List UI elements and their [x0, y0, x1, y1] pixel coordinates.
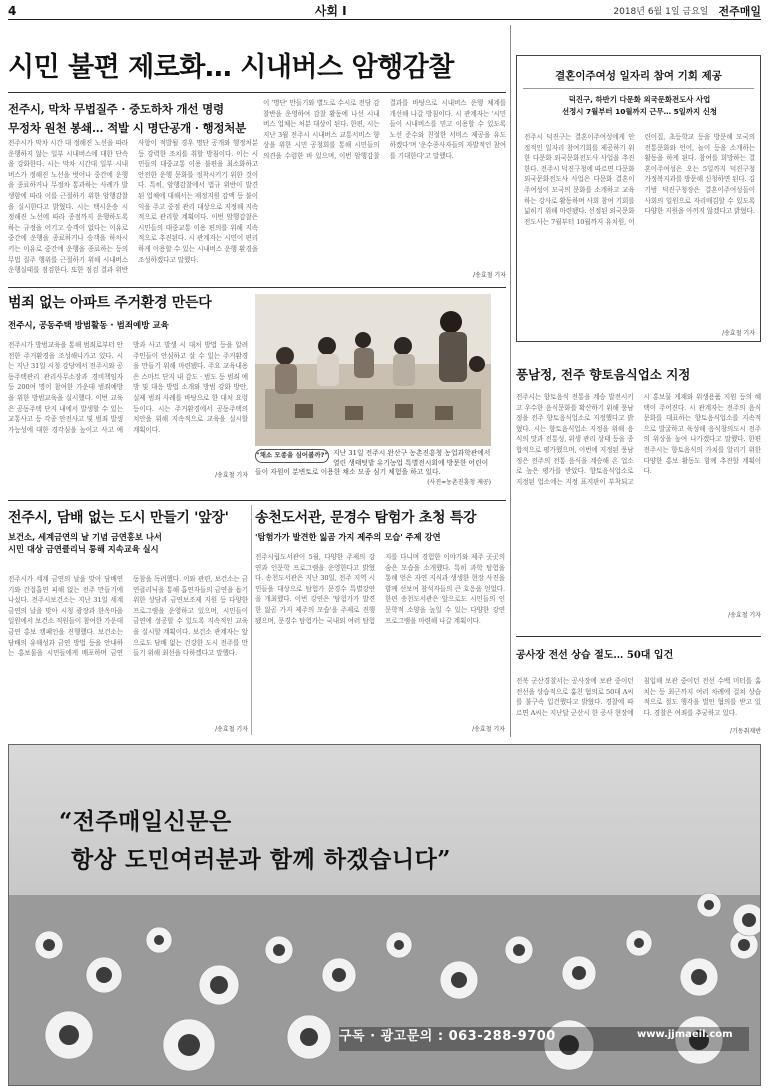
article6-body-wrap — [524, 132, 755, 340]
article3-byline: /송효철 기자 — [215, 726, 248, 733]
divider — [8, 500, 506, 501]
article8-byline: /기동취재반 — [729, 728, 761, 735]
children-planting-photo — [255, 294, 491, 446]
photo-caption-block — [255, 449, 491, 487]
article6-sub1: 덕진구, 하반기 다문화 외국문화전도사 사업 — [568, 95, 711, 104]
article6-body: 전주시 덕진구는 결혼이주여성에게 안정적인 일자리 참여기회를 제공하기 위한 다문화 외국문화전도사 사업을 추진한다. 전주시 덕진구청에 따르면 다문화 외국문화전도사 사업은 다문화 결혼이주여성이 모국의 문화를 소개하고 교육하는 강사로 활동하며 사회 참여 기회를 넓히기 위해 마련됐다. 선정된 외국문화전도사는 7월부터 10월까지 유치원, 어린이집, 초등학교 등을 방문해 모국의 전통문화와 언어, 놀이 등을 소개하는 활동을 하게 된다. 참여를 희망하는 결혼이주여성은 오는 5일까지 덕진구청 가정복지과를 방문해 신청하면 된다. 김기범 덕진구청장은 결혼이주여성들이 사회의 일원으로 자리매김할 수 있도록 다양한 지원을 아끼지 않겠다고 밝혔다. — [524, 133, 755, 226]
issue-date: 2018년 6월 1일 금요일 — [613, 7, 709, 17]
article4-body-wrap — [255, 552, 505, 736]
article3-body-wrap — [8, 574, 248, 736]
article6-subheadings — [521, 94, 758, 118]
ad-url: www.jjmaeil.com — [637, 1029, 733, 1040]
article8-headline: 공사장 전선 상습 절도… 50대 입건 — [516, 650, 674, 661]
article7-body-wrap — [516, 392, 761, 622]
article7-byline: /송효철 기자 — [728, 612, 761, 619]
article5-wrap — [263, 98, 506, 282]
article6-byline: /송효철 기자 — [722, 330, 755, 337]
article8-body-wrap — [516, 676, 761, 736]
divider — [516, 636, 761, 637]
article3-subheadings — [8, 531, 248, 555]
article7-headline: 풍남정, 전주 향토음식업소 지정 — [516, 367, 691, 382]
ad-slogan-line1: “전주매일신문은 — [59, 808, 232, 835]
paper-name: 전주매일 — [718, 4, 761, 18]
article3-sub2: 시민 대상 금연클리닉 통해 지속교육 실시 — [8, 544, 159, 554]
page-number: 4 — [8, 3, 17, 18]
article1-body: 전주시가 막차 시간 대 정해진 노선을 따라 운행하지 않는 일부 시내버스에 대한 단속을 강화한다. 시는 막차 시간대 일부 시내버스가 정해진 노선을 벗어나 중간에 운행을 종료하거나 무정차 통과하는 사례가 발생함에 따라 이를 근절하기 위한 암행감찰을 실시한다고 밝혔다. 시는 택시운송 시 정해진 노선에 따라 종점까지 운행하도록 하는 규정을 어기고 승객이 없다는 이유로 중간에 운행을 종료하거나 승객을 하차시키는 이유로 중간에 운행을 종료하는 등의 무법 질주 행위를 근절하기 위해 시내버스 운행실태를 점검한다. 또한 점검 결과 위반 사항이 적발될 경우 명단 공개와 행정처분 등 강력한 조치를 취할 방침이다. 이는 시민들의 대중교통 이용 불편을 최소화하고 안전한 운행 문화를 정착시키기 위한 것이다. 특히, 암행감찰에서 법규 위반이 발견된 업체에 대해서는 재정지원 감액 등 불이익을 주고 중점 관리 대상으로 지정해 지속적으로 관리할 계획이다. 이번 암행감찰은 시민들의 대중교통 이용 편의를 위해 지속적으로 추진된다. 시 관계자는 시민이 편리하게 이용할 수 있는 시내버스 운행 환경을 조성하겠다고 말했다. — [8, 139, 258, 275]
article4-sub: '탐험가가 발견한 잃곰 가지 제주의 모습' 주제 강연 — [255, 532, 441, 542]
article2-body: 전주시가 방범교육을 통해 범죄로부터 안전한 주거환경을 조성해나가고 있다. 시는 지난 31일 시청 강당에서 전주시와 공동주택관리 관리사무소장과 경비책임자 등 200여 명이 참여한 가운데 범죄예방을 위한 방범교육을 실시했다. 이번 교육은 공동주택 단지 내에서 발생할 수 있는 교통사고 등 각종 안전사고 및 범죄 발생 가능성에 대한 경각심을 높이고 사고 예방과 사고 발생 시 대처 방법 등을 알려 주민들이 안심하고 살 수 있는 주거환경을 만들기 위해 마련됐다. 주요 교육내용은 스마트 단지 내 감도 · 범도 등 범죄 예방 및 대응 방법 소개와 방범 강화 방안, 실제 범죄 사례를 바탕으로 한 대처 요령 등이다. 시는 주거환경에서 공동주택의 치안을 위해 지속적으로 교육을 실시할 계획이다. — [8, 341, 248, 434]
article1-headline: 시민 불편 제로화… 시내버스 암행감찰 — [8, 52, 454, 83]
column-rule — [510, 25, 511, 737]
article3-body: 전주시가 세계 금연의 날을 맞아 담배연기와 간접흡연 피해 없는 전주 만들기에 나섰다. 전주시보건소는 지난 31일 세계 금연의 날을 맞아 시청 광장과 한옥마을 일원에서 보건소 직원들이 참여한 가운데 금연 홍보 캠페인을 진행했다. 보건소는 담배의 유해성과 금연 방법 등을 안내하는 홍보물을 시민들에게 배포하며 금연 동참을 독려했다. 이와 관련, 보건소는 금연클리닉을 통해 흡연자들의 금연을 돕기 위한 상담과 금연보조제 지원 등 다양한 프로그램을 운영하고 있으며, 시민들이 금연에 성공할 수 있도록 지속적인 교육을 실시할 계획이다. 보건소 관계자는 앞으로도 담배 없는 건강한 도시 전주를 만들기 위해 최선을 다하겠다고 말했다. — [8, 575, 248, 658]
article6-sub2: 선정시 7월부터 10월까지 근무… 5일까지 신청 — [561, 107, 718, 116]
article1-sub2: 무정차 원천 봉쇄… 적발 시 명단공개 · 행정처분 — [8, 121, 247, 135]
article4-byline: /송효철 기자 — [472, 726, 505, 733]
page-header — [8, 2, 761, 20]
article5-body: 이 '명단' 만들기와 별도로 수시로 전담 감찰반을 운영하여 감찰 활동에 나선 시내버스 업체는 처분 대상이 된다. 한편, 시는 지난 3월 전주시 시내버스 교통서비스 향상을 위한 시민 공청회를 통해 시민들의 의견을 수렴한 바 있으며, 이번 암행감찰 결과를 바탕으로 시내버스 운행 체계를 개선해 나갈 방침이다. 시 관계자는 '시민들이 시내버스를 믿고 이용할 수 있도록 노선 준수와 친절한 서비스 제공을 유도하겠다'며 '운수종사자들의 자발적인 참여를 기대한다'고 말했다. — [263, 99, 506, 160]
article2-sub: 전주시, 공동주택 방범활동 · 범죄예방 교육 — [8, 321, 169, 331]
article3-sub1: 보건소, 세계금연의 날 기념 금연홍보 나서 — [8, 532, 162, 542]
article2-body-wrap — [8, 340, 248, 480]
article4-headline: 송천도서관, 문경수 탐험가 초청 특강 — [255, 510, 477, 526]
divider — [523, 88, 754, 89]
article2-byline: /송효철 기자 — [215, 472, 248, 479]
newspaper-ad — [8, 744, 761, 1086]
article6-headline: 결혼이주여성 일자리 참여 기회 제공 — [555, 70, 722, 82]
photo-credit: (사진=농촌진흥청 제공) — [427, 478, 491, 486]
photo-speech-bubble: "채소 모종을 심어볼까?" — [255, 449, 329, 463]
article8-body: 전북 군산경찰서는 공사장에 보관 중이던 전선을 상습적으로 훔친 혐의로 50대 A씨를 불구속 입건했다고 밝혔다. 경찰에 따르면 A씨는 지난달 군산시 한 공사 현장에 침입해 보관 중이던 전선 수백 미터를 훔치는 등 최근까지 여러 차례에 걸쳐 상습적으로 절도 행각을 벌인 혐의를 받고 있다. 경찰은 여죄를 추궁하고 있다. — [516, 677, 761, 717]
article1-sub1: 전주시, 막차 무법질주 · 중도하차 개선 명령 — [8, 102, 224, 116]
divider — [8, 92, 506, 93]
article2-headline: 범죄 없는 아파트 주거환경 만든다 — [8, 295, 212, 311]
section-name: 사회 Ⅰ — [314, 4, 347, 18]
news-photo — [255, 294, 491, 446]
article6-box — [516, 55, 761, 342]
divider — [8, 287, 506, 288]
column-rule — [251, 505, 252, 735]
ad-slogan-line2: 항상 도민여러분과 함께 하겠습니다” — [71, 846, 452, 873]
article7-body: 전주시는 향토음식 전통을 계승 발전시키고 우수한 음식문화를 확산하기 위해 풍남정을 전주 향토음식업소로 지정했다고 밝혔다. 시는 향토음식업소 지정을 위해 음식의 맛과 전통성, 위생 관리 상태 등을 종합적으로 평가했으며, 이번에 지정된 풍남정은 전주의 전통 음식을 계승해 온 업소로 높은 평가를 받았다. 향토음식업소로 지정된 업소에는 지정 표지판이 부착되고 시 홍보물 게재와 위생용품 지원 등의 혜택이 주어진다. 시 관계자는 전주의 음식 문화를 대표하는 향토음식업소를 지속적으로 발굴하고 육성해 음식창의도시 전주의 위상을 높여 나가겠다고 말했다. 한편 전주시는 향토음식의 가치를 알리기 위한 다양한 홍보 활동도 함께 추진할 계획이다. — [516, 393, 761, 486]
photo-caption: 지난 31일 전주시 완산구 농촌진흥청 농업과학관에서 열린 생태텃밭 유기농업 특별전시회에 방문한 어린이들이 자원이 분변토로 이용한 채소 모종 심기 체험을 하고 있다. — [255, 449, 491, 476]
article4-body: 전주시립도서관이 5월, 다양한 주제의 강연과 인문학 프로그램을 운영한다고 밝혔다. 송천도서관은 지난 30일, 전주 지역 시민들을 대상으로 탐험가 문경수 특별강연을 개최했다. 이번 강연은 '탐험가가 발견한 잃곰 가지 제주의 모습'을 주제로 진행됐으며, 문경수 탐험가는 국내외 여러 탐험지를 다니며 경험한 이야기와 제주 곳곳의 숨은 모습을 소개했다. 특히 과학 탐험을 통해 얻은 자연 지식과 생생한 현장 사진을 함께 선보여 참석자들의 큰 호응을 얻었다. 한편 송천도서관은 앞으로도 시민들의 인문학적 소양을 높일 수 있는 다양한 강연 프로그램을 마련해 나갈 계획이다. — [255, 553, 505, 625]
ad-contact: 구독 · 광고문의 : 063-288-9700 — [339, 1029, 556, 1044]
article5-byline: /송효철 기자 — [473, 272, 506, 279]
article3-headline: 전주시, 담배 없는 도시 만들기 '앞장' — [8, 510, 229, 526]
